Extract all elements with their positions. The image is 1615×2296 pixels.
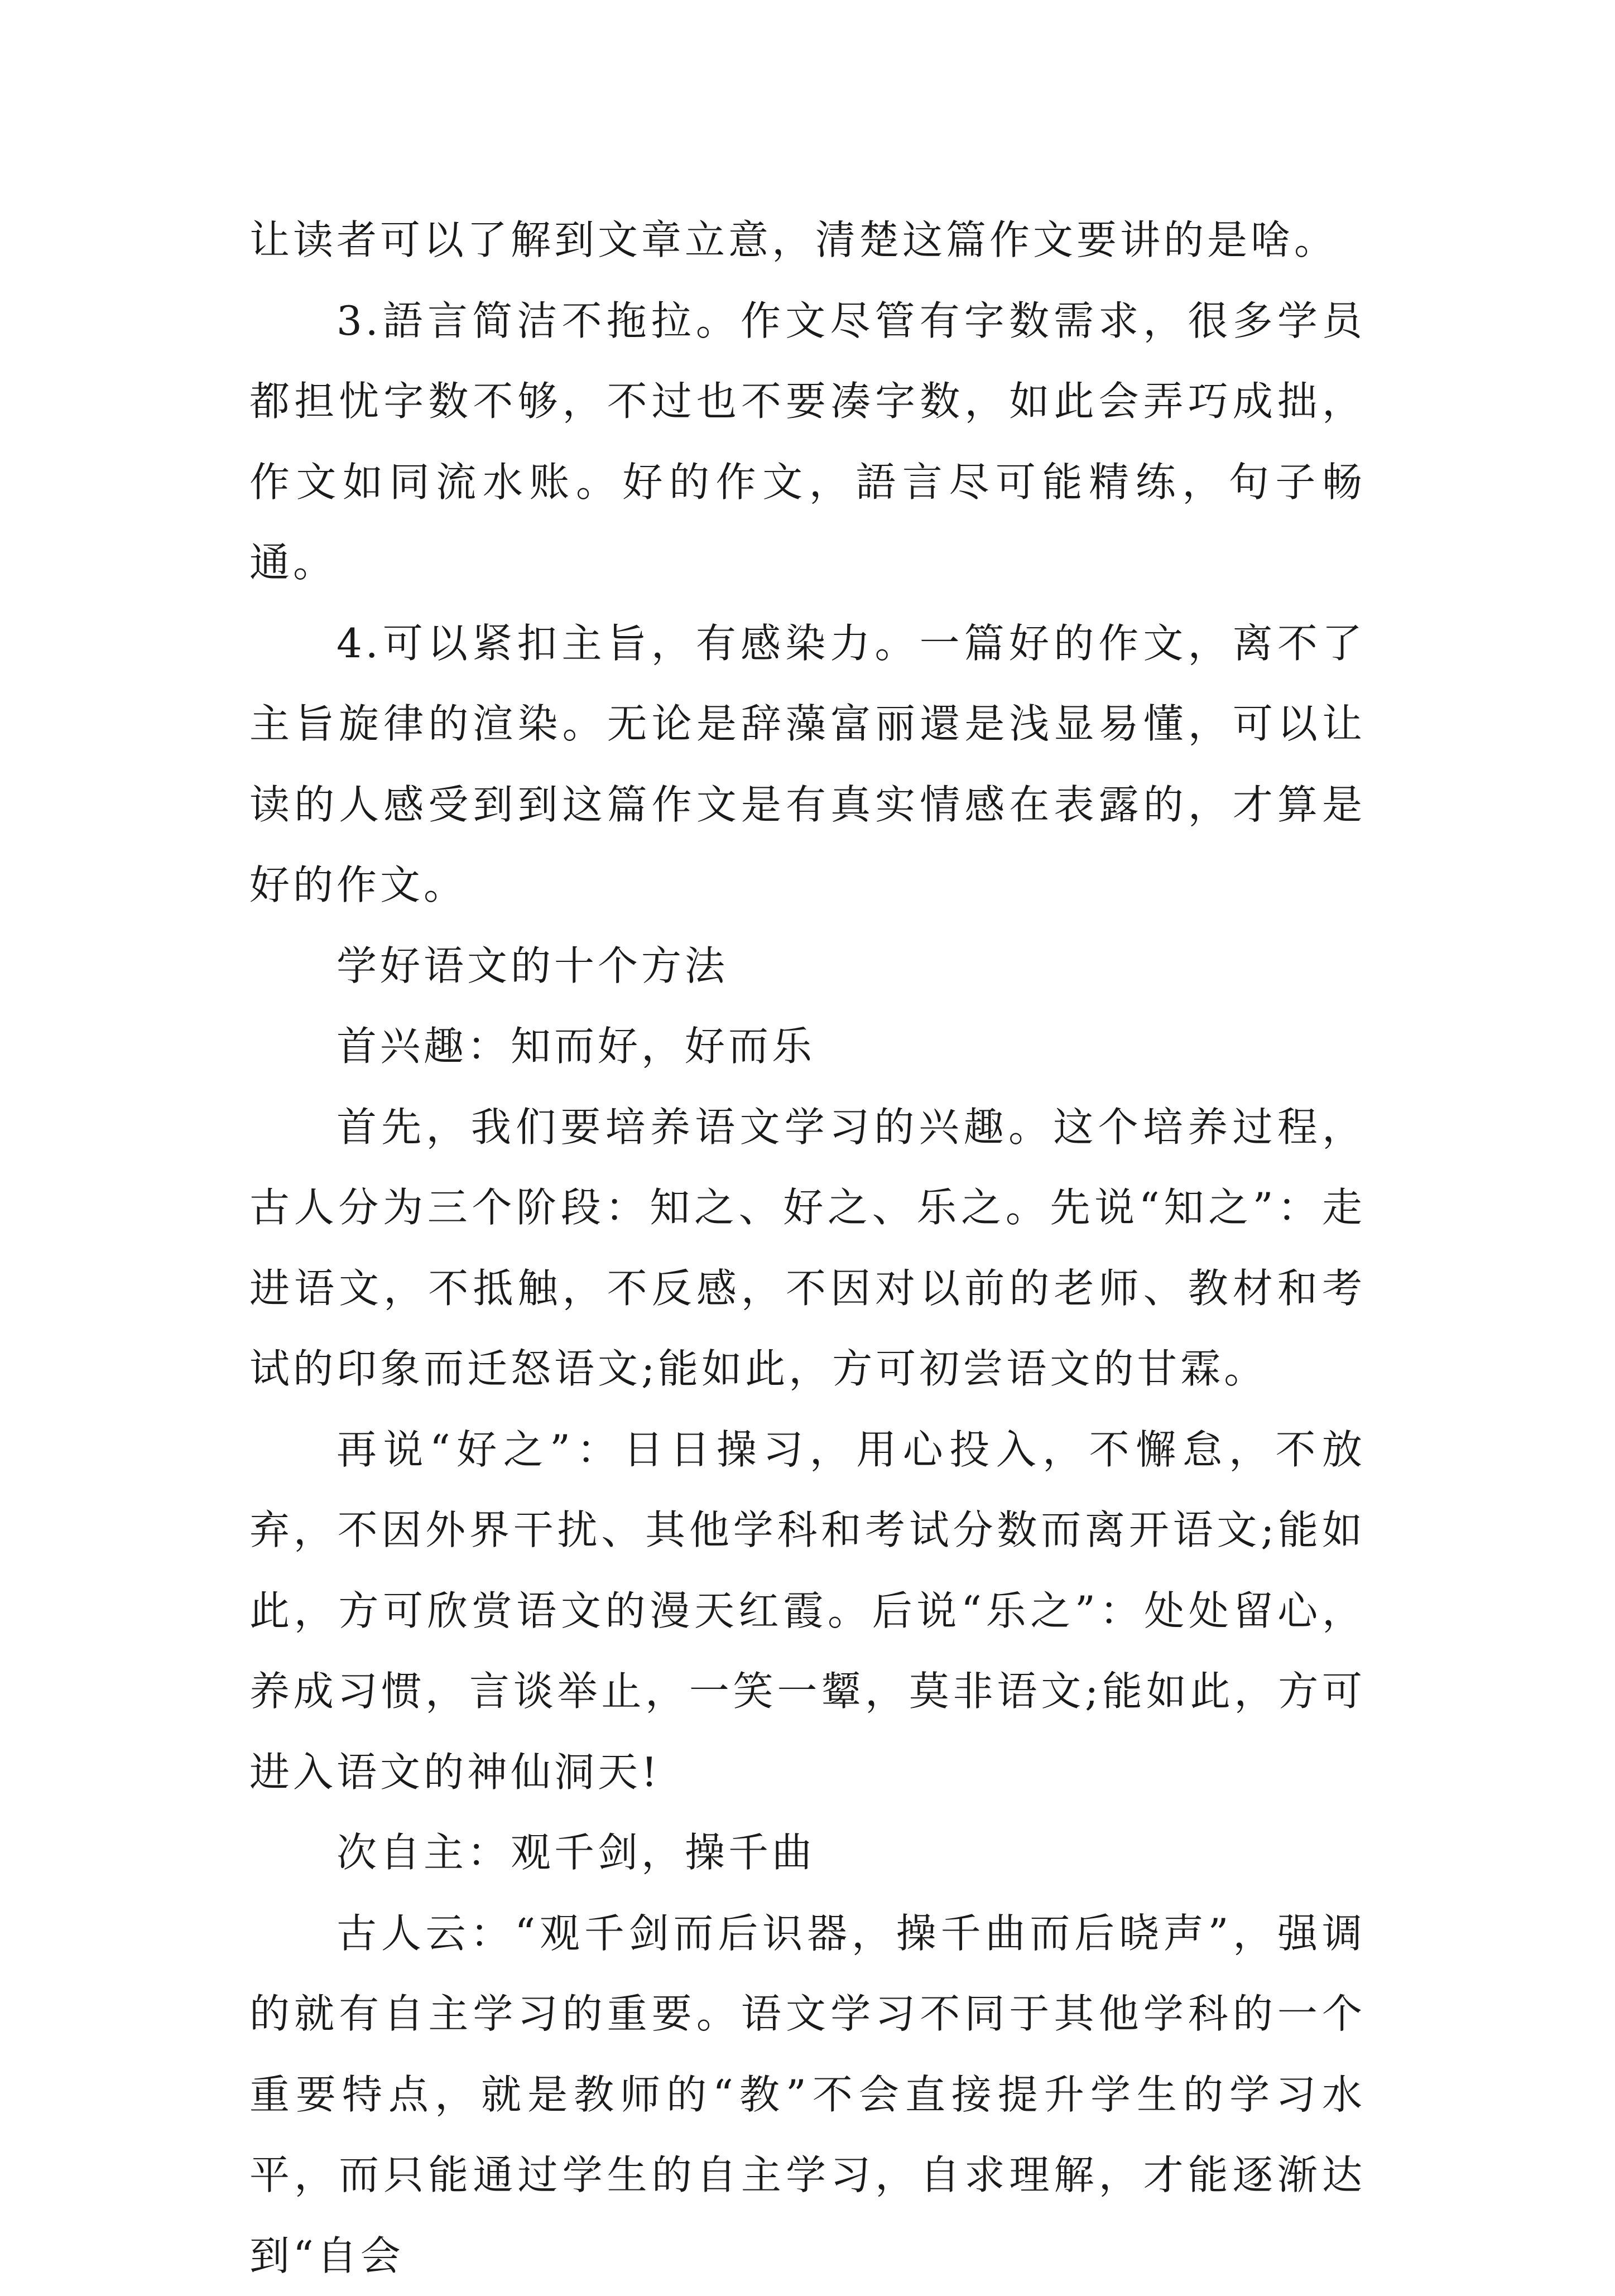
subheading-autonomy: 次自主：观千剑，操千曲 [249,1812,1366,1893]
paragraph-interest-2: 再说“好之”：日日操习，用心投入，不懈怠，不放弃，不因外界干扰、其他学科和考试分数而离开语文;能如此，方可欣赏语文的漫天红霞。后说“乐之”：处处留心，养成习惯，言谈举止，一笑一颦，莫非语文;能如此，方可进入语文的神仙洞天! [249,1409,1366,1813]
paragraph-autonomy: 古人云：“观千剑而后识器，操千曲而后晓声”，强调的就有自主学习的重要。语文学习不同于其他学科的一个重要特点，就是教师的“教”不会直接提升学生的学习水平，而只能通过学生的自主学习，自求理解，才能逐渐达到“自会 [249,1893,1366,2296]
paragraph-point-4: 4.可以紧扣主旨，有感染力。一篇好的作文，离不了主旨旋律的渲染。无论是辞藻富丽還是浅显易懂，可以让读的人感受到到这篇作文是有真实情感在表露的，才算是好的作文。 [249,603,1366,926]
section-heading: 学好语文的十个方法 [249,926,1366,1007]
subheading-interest: 首兴趣：知而好，好而乐 [249,1006,1366,1087]
paragraph-continuation: 让读者可以了解到文章立意，清楚这篇作文要讲的是啥。 [249,200,1366,281]
document-body [249,200,1366,2296]
paragraph-interest-1: 首先，我们要培养语文学习的兴趣。这个培养过程，古人分为三个阶段：知之、好之、乐之。先说“知之”：走进语文，不抵触，不反感，不因对以前的老师、教材和考试的印象而迁怒语文;能如此，方可初尝语文的甘霖。 [249,1087,1366,1409]
paragraph-point-3: 3.語言简洁不拖拉。作文尽管有字数需求，很多学员都担忧字数不够，不过也不要凑字数，如此会弄巧成拙，作文如同流水账。好的作文，語言尽可能精练，句子畅通。 [249,281,1366,603]
